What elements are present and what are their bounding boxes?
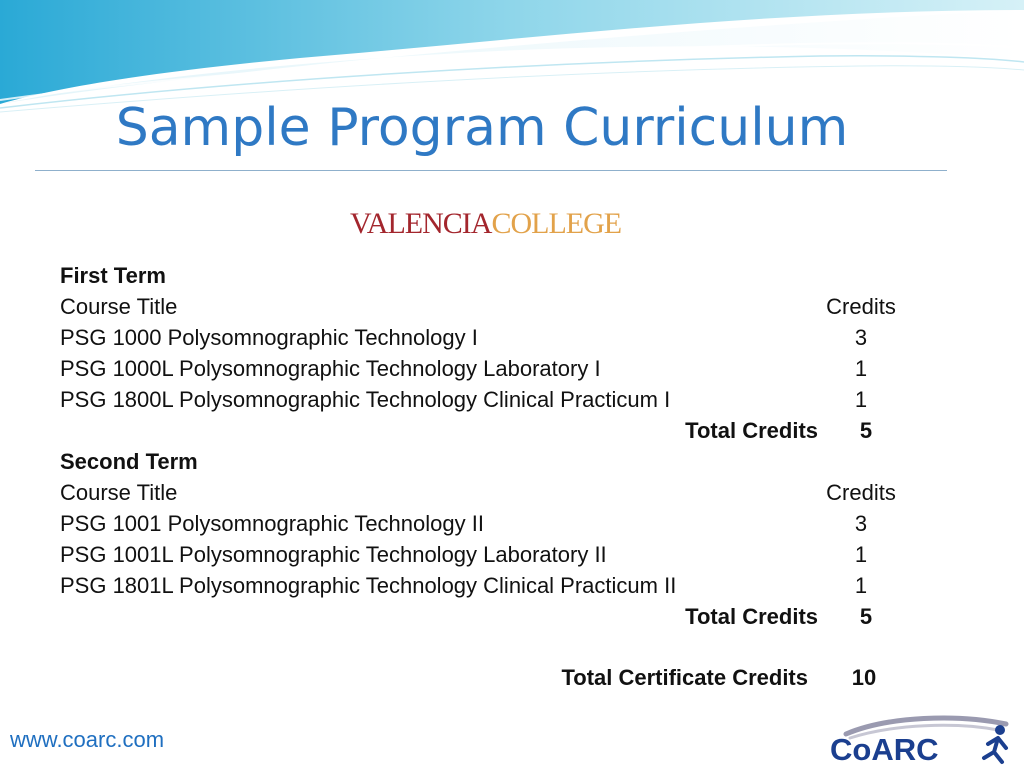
column-header-course: Course Title — [60, 480, 178, 505]
certificate-total-value: 10 — [851, 665, 877, 690]
course-title: PSG 1000 Polysomnographic Technology I — [60, 325, 478, 350]
course-title: PSG 1801L Polysomnographic Technology Clinical Practicum II — [60, 573, 677, 598]
course-title: PSG 1001 Polysomnographic Technology II — [60, 511, 484, 536]
column-header-course: Course Title — [60, 294, 178, 319]
term-total-row — [60, 415, 940, 446]
slide-title: Sample Program Curriculum — [115, 98, 849, 158]
certificate-total-label: Total Certificate Credits — [561, 665, 808, 690]
course-row — [60, 353, 940, 384]
course-title: PSG 1001L Polysomnographic Technology Laboratory II — [60, 542, 607, 567]
column-header-row — [60, 291, 940, 322]
term-heading: First Term — [60, 263, 166, 288]
course-credits: 1 — [854, 356, 868, 381]
title-divider — [35, 170, 947, 171]
course-row — [60, 508, 940, 539]
course-row — [60, 322, 940, 353]
column-header-credits: Credits — [826, 480, 896, 505]
course-row — [60, 384, 940, 415]
course-credits: 3 — [854, 325, 868, 350]
spacer — [60, 632, 940, 662]
course-credits: 3 — [854, 511, 868, 536]
term-heading: Second Term — [60, 449, 198, 474]
course-row — [60, 570, 940, 601]
course-title: PSG 1000L Polysomnographic Technology Laboratory I — [60, 356, 601, 381]
certificate-total-row — [60, 662, 940, 693]
course-credits: 1 — [854, 542, 868, 567]
course-credits: 1 — [854, 387, 868, 412]
column-header-credits: Credits — [826, 294, 896, 319]
course-row — [60, 539, 940, 570]
term-total-value: 5 — [859, 604, 873, 629]
logo-part-valencia: VALENCIA — [350, 207, 492, 240]
term-total-value: 5 — [859, 418, 873, 443]
column-header-row — [60, 477, 940, 508]
valencia-college-logo — [350, 207, 621, 241]
course-credits: 1 — [854, 573, 868, 598]
term-total-label: Total Credits — [685, 418, 818, 443]
logo-part-college: COLLEGE — [491, 207, 622, 240]
term-total-row — [60, 601, 940, 632]
course-title: PSG 1800L Polysomnographic Technology Clinical Practicum I — [60, 387, 671, 412]
curriculum-table — [60, 260, 940, 693]
term-total-label: Total Credits — [685, 604, 818, 629]
footer-website-link[interactable]: www.coarc.com — [10, 727, 165, 752]
coarc-logo-text: CoARC — [830, 732, 939, 767]
coarc-logo — [828, 712, 1018, 768]
